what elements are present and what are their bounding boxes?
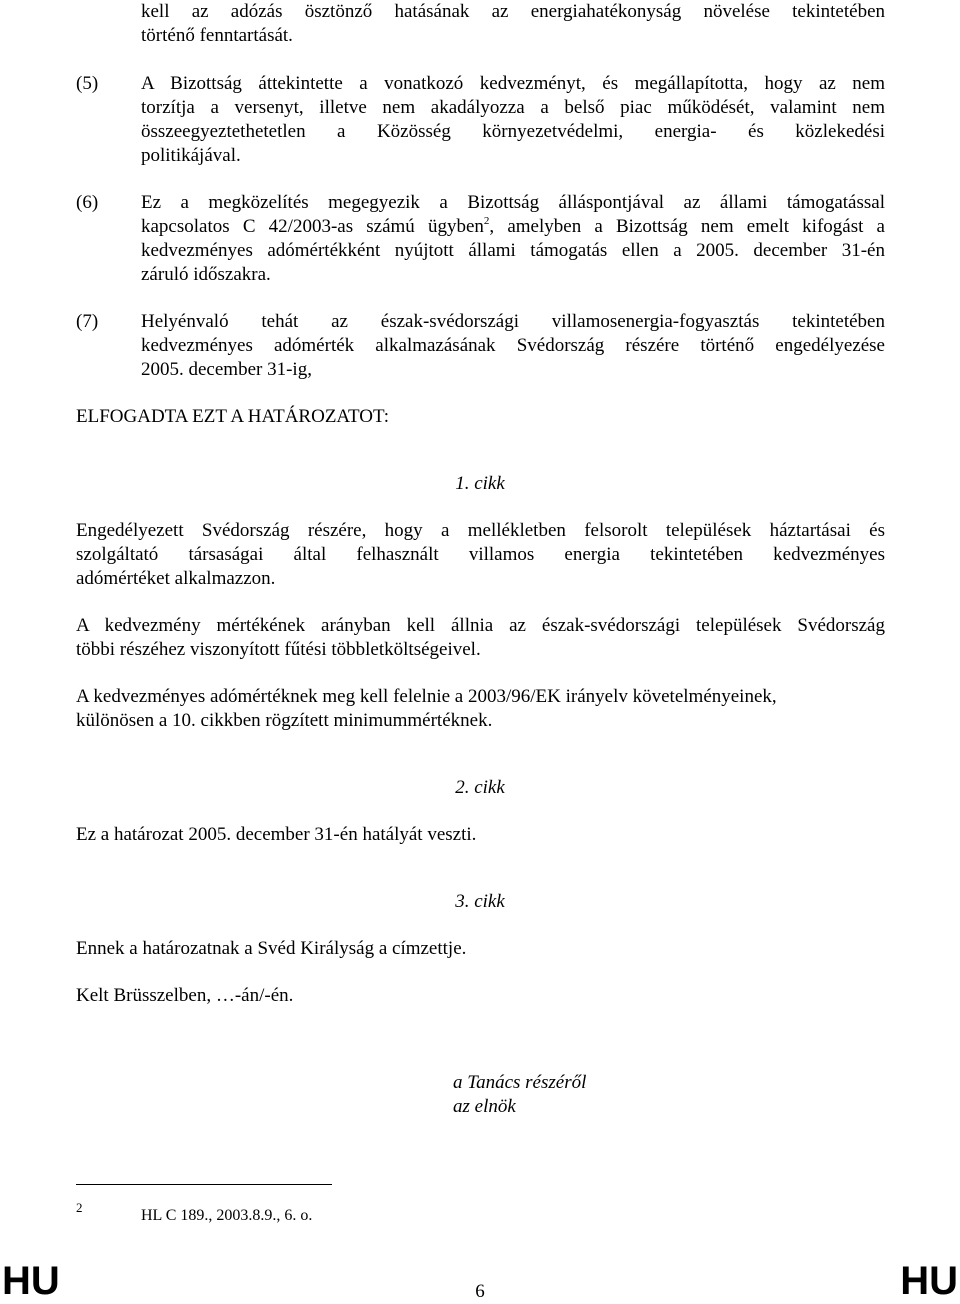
recital-6-line-4: záruló időszakra. (141, 264, 271, 285)
recital-6-line-2 (141, 215, 885, 239)
article-2-heading: 2. cikk (455, 777, 505, 798)
adoption-formula: ELFOGADTA EZT A HATÁROZATOT: (76, 406, 389, 427)
footnote-text: HL C 189., 2003.8.9., 6. o. (141, 1207, 313, 1224)
article-3-heading: 3. cikk (455, 891, 505, 912)
language-code-left: HU (2, 1259, 60, 1303)
article-1-p3-line-2: különösen a 10. cikkben rögzített minimummértéknek. (76, 710, 493, 731)
recital-6-line-2-text-b: , amelyben a Bizottság nem emelt kifogást a (489, 216, 885, 237)
recital-5-line-3: összeegyeztethetetlen a Közösség környezetvédelmi, energia- és közlekedési (141, 121, 885, 142)
article-1-p1-line-3: adómértéket alkalmazzon. (76, 568, 276, 589)
recital-5-line-2: torzítja a versenyt, illetve nem akadályozza a belső piac működését, valamint nem (141, 97, 885, 118)
recital-number-5: (5) (76, 73, 99, 94)
recital-number-6: (6) (76, 192, 99, 213)
recital-5-line-4: politikájával. (141, 145, 241, 166)
article-2-text: Ez a határozat 2005. december 31-én hatályát veszti. (76, 824, 477, 845)
article-1-p3-line-1: A kedvezményes adómértéknek meg kell felelnie a 2003/96/EK irányelv követelményeinek, (76, 686, 777, 707)
recital-7-line-3: 2005. december 31-ig, (141, 359, 312, 380)
footnote-number: 2 (76, 1200, 83, 1215)
language-code-right: HU (900, 1259, 958, 1303)
recital-5-line-1: A Bizottság áttekintette a vonatkozó kedvezményt, és megállapította, hogy az nem (141, 73, 885, 94)
article-1-p1-line-1: Engedélyezett Svédország részére, hogy a mellékletben felsorolt települések háztartásai és (76, 520, 885, 541)
article-1-p2-line-1: A kedvezmény mértékének arányban kell állnia az észak-svédországi települések Svédország (76, 615, 885, 636)
article-1-p2-line-2: többi részéhez viszonyított fűtési többletköltségeivel. (76, 639, 481, 660)
recital-6-line-1: Ez a megközelítés megegyezik a Bizottság álláspontjával az állami támogatással (141, 192, 885, 213)
intro-continuation-line-2: történő fenntartását. (141, 25, 293, 46)
recital-6-line-2-text-a: kapcsolatos C 42/2003-as számú ügyben (141, 216, 484, 237)
page-number: 6 (475, 1281, 485, 1302)
article-1-heading: 1. cikk (455, 473, 505, 494)
recital-7-line-2: kedvezményes adómérték alkalmazásának Svédország részére történő engedélyezése (141, 335, 885, 356)
recital-6-line-3: kedvezményes adómértékként nyújtott állami támogatás ellen a 2005. december 31-én (141, 240, 885, 261)
intro-continuation-line-1: kell az adózás ösztönző hatásának az energiahatékonyság növelése tekintetében (141, 1, 885, 22)
footnote-separator (76, 1184, 332, 1185)
recital-7-line-1: Helyénvaló tehát az észak-svédországi villamosenergia-fogyasztás tekintetében (141, 311, 885, 332)
signature-president: az elnök (453, 1096, 516, 1117)
place-date: Kelt Brüsszelben, …-án/-én. (76, 985, 294, 1006)
recital-number-7: (7) (76, 311, 99, 332)
article-1-p1-line-2: szolgáltató társaságai által felhasznált villamos energia tekintetében kedvezményes (76, 544, 885, 565)
signature-council: a Tanács részéről (453, 1072, 587, 1093)
article-3-text: Ennek a határozatnak a Svéd Királyság a címzettje. (76, 938, 467, 959)
footnote-reference: 2 (483, 215, 490, 227)
